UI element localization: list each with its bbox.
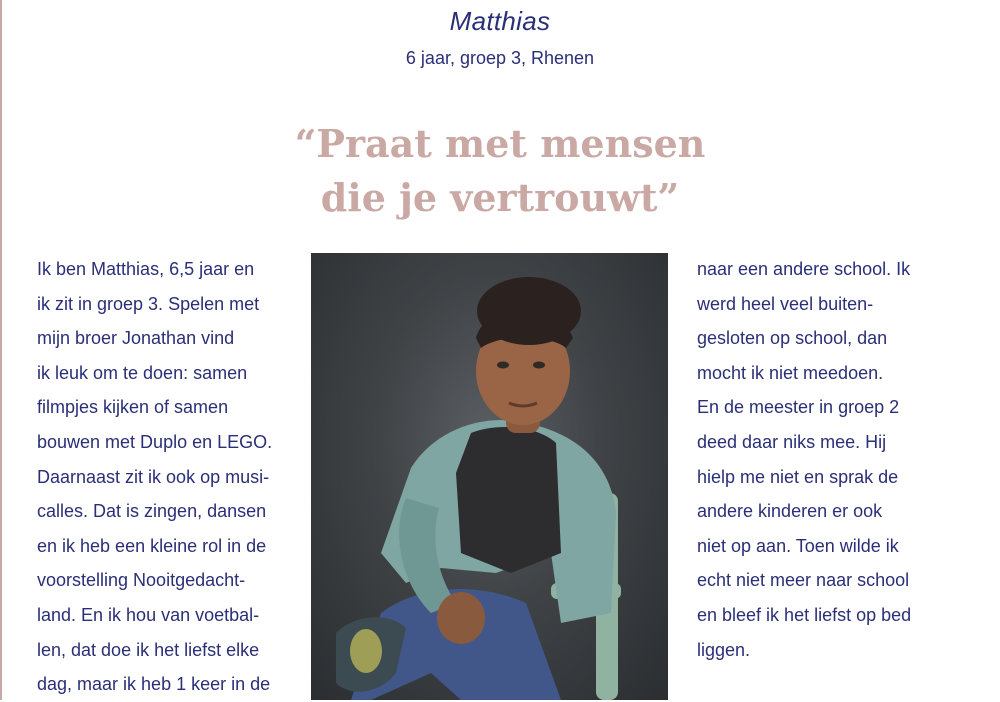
hand (437, 592, 485, 644)
text-line: hielp me niet en sprak de (697, 466, 899, 487)
text-line: land. En ik hou van voetbal- (37, 604, 260, 625)
portrait-illustration (311, 253, 668, 700)
text-line: filmpjes kijken of samen (37, 397, 229, 418)
pull-quote-line-1: “Praat met mensen (294, 121, 706, 166)
text-line: dag, maar ik heb 1 keer in de (37, 674, 271, 695)
left-eye (497, 362, 509, 369)
text-line: ik leuk om te doen: samen (37, 362, 248, 383)
text-line: werd heel veel buiten- (697, 293, 874, 314)
portrait-photo (311, 253, 668, 700)
shoe-sole (350, 629, 382, 673)
text-line: Daarnaast zit ik ook op musi- (37, 466, 270, 487)
body-text-left-column (37, 252, 297, 702)
text-line: en bleef ik het liefst op bed (697, 604, 912, 625)
text-line: niet op aan. Toen wilde ik (697, 535, 899, 556)
text-line: calles. Dat is zingen, dansen (37, 501, 267, 522)
right-eye (533, 362, 545, 369)
shirt (456, 427, 561, 573)
text-line: andere kinderen er ook (697, 501, 883, 522)
text-line: ik zit in groep 3. Spelen met (37, 293, 260, 314)
text-line: liggen. (697, 639, 751, 660)
text-line: Ik ben Matthias, 6,5 jaar en (37, 259, 255, 279)
body-text-right-column (697, 252, 957, 667)
text-line: voorstelling Nooitgedacht- (37, 570, 246, 591)
text-line: En de meester in groep 2 (697, 397, 900, 418)
text-line: bouwen met Duplo en LEGO. (37, 431, 273, 452)
text-line: en ik heb een kleine rol in de (37, 535, 267, 556)
text-line: mocht ik niet meedoen. (697, 362, 884, 383)
text-line: naar een andere school. Ik (697, 259, 911, 279)
text-line: gesloten op school, dan (697, 328, 888, 349)
pull-quote (0, 117, 1000, 225)
text-line: echt niet meer naar school (697, 570, 910, 591)
pull-quote-line-2: die je vertrouwt” (320, 175, 680, 220)
person-name: Matthias (449, 6, 551, 36)
text-line: len, dat doe ik het liefst elke (37, 639, 260, 660)
text-line: deed daar niks mee. Hij (697, 431, 887, 452)
person-details: 6 jaar, groep 3, Rhenen (405, 48, 595, 68)
page-edge-line (0, 0, 2, 700)
text-line: mijn broer Jonathan vind (37, 328, 235, 349)
